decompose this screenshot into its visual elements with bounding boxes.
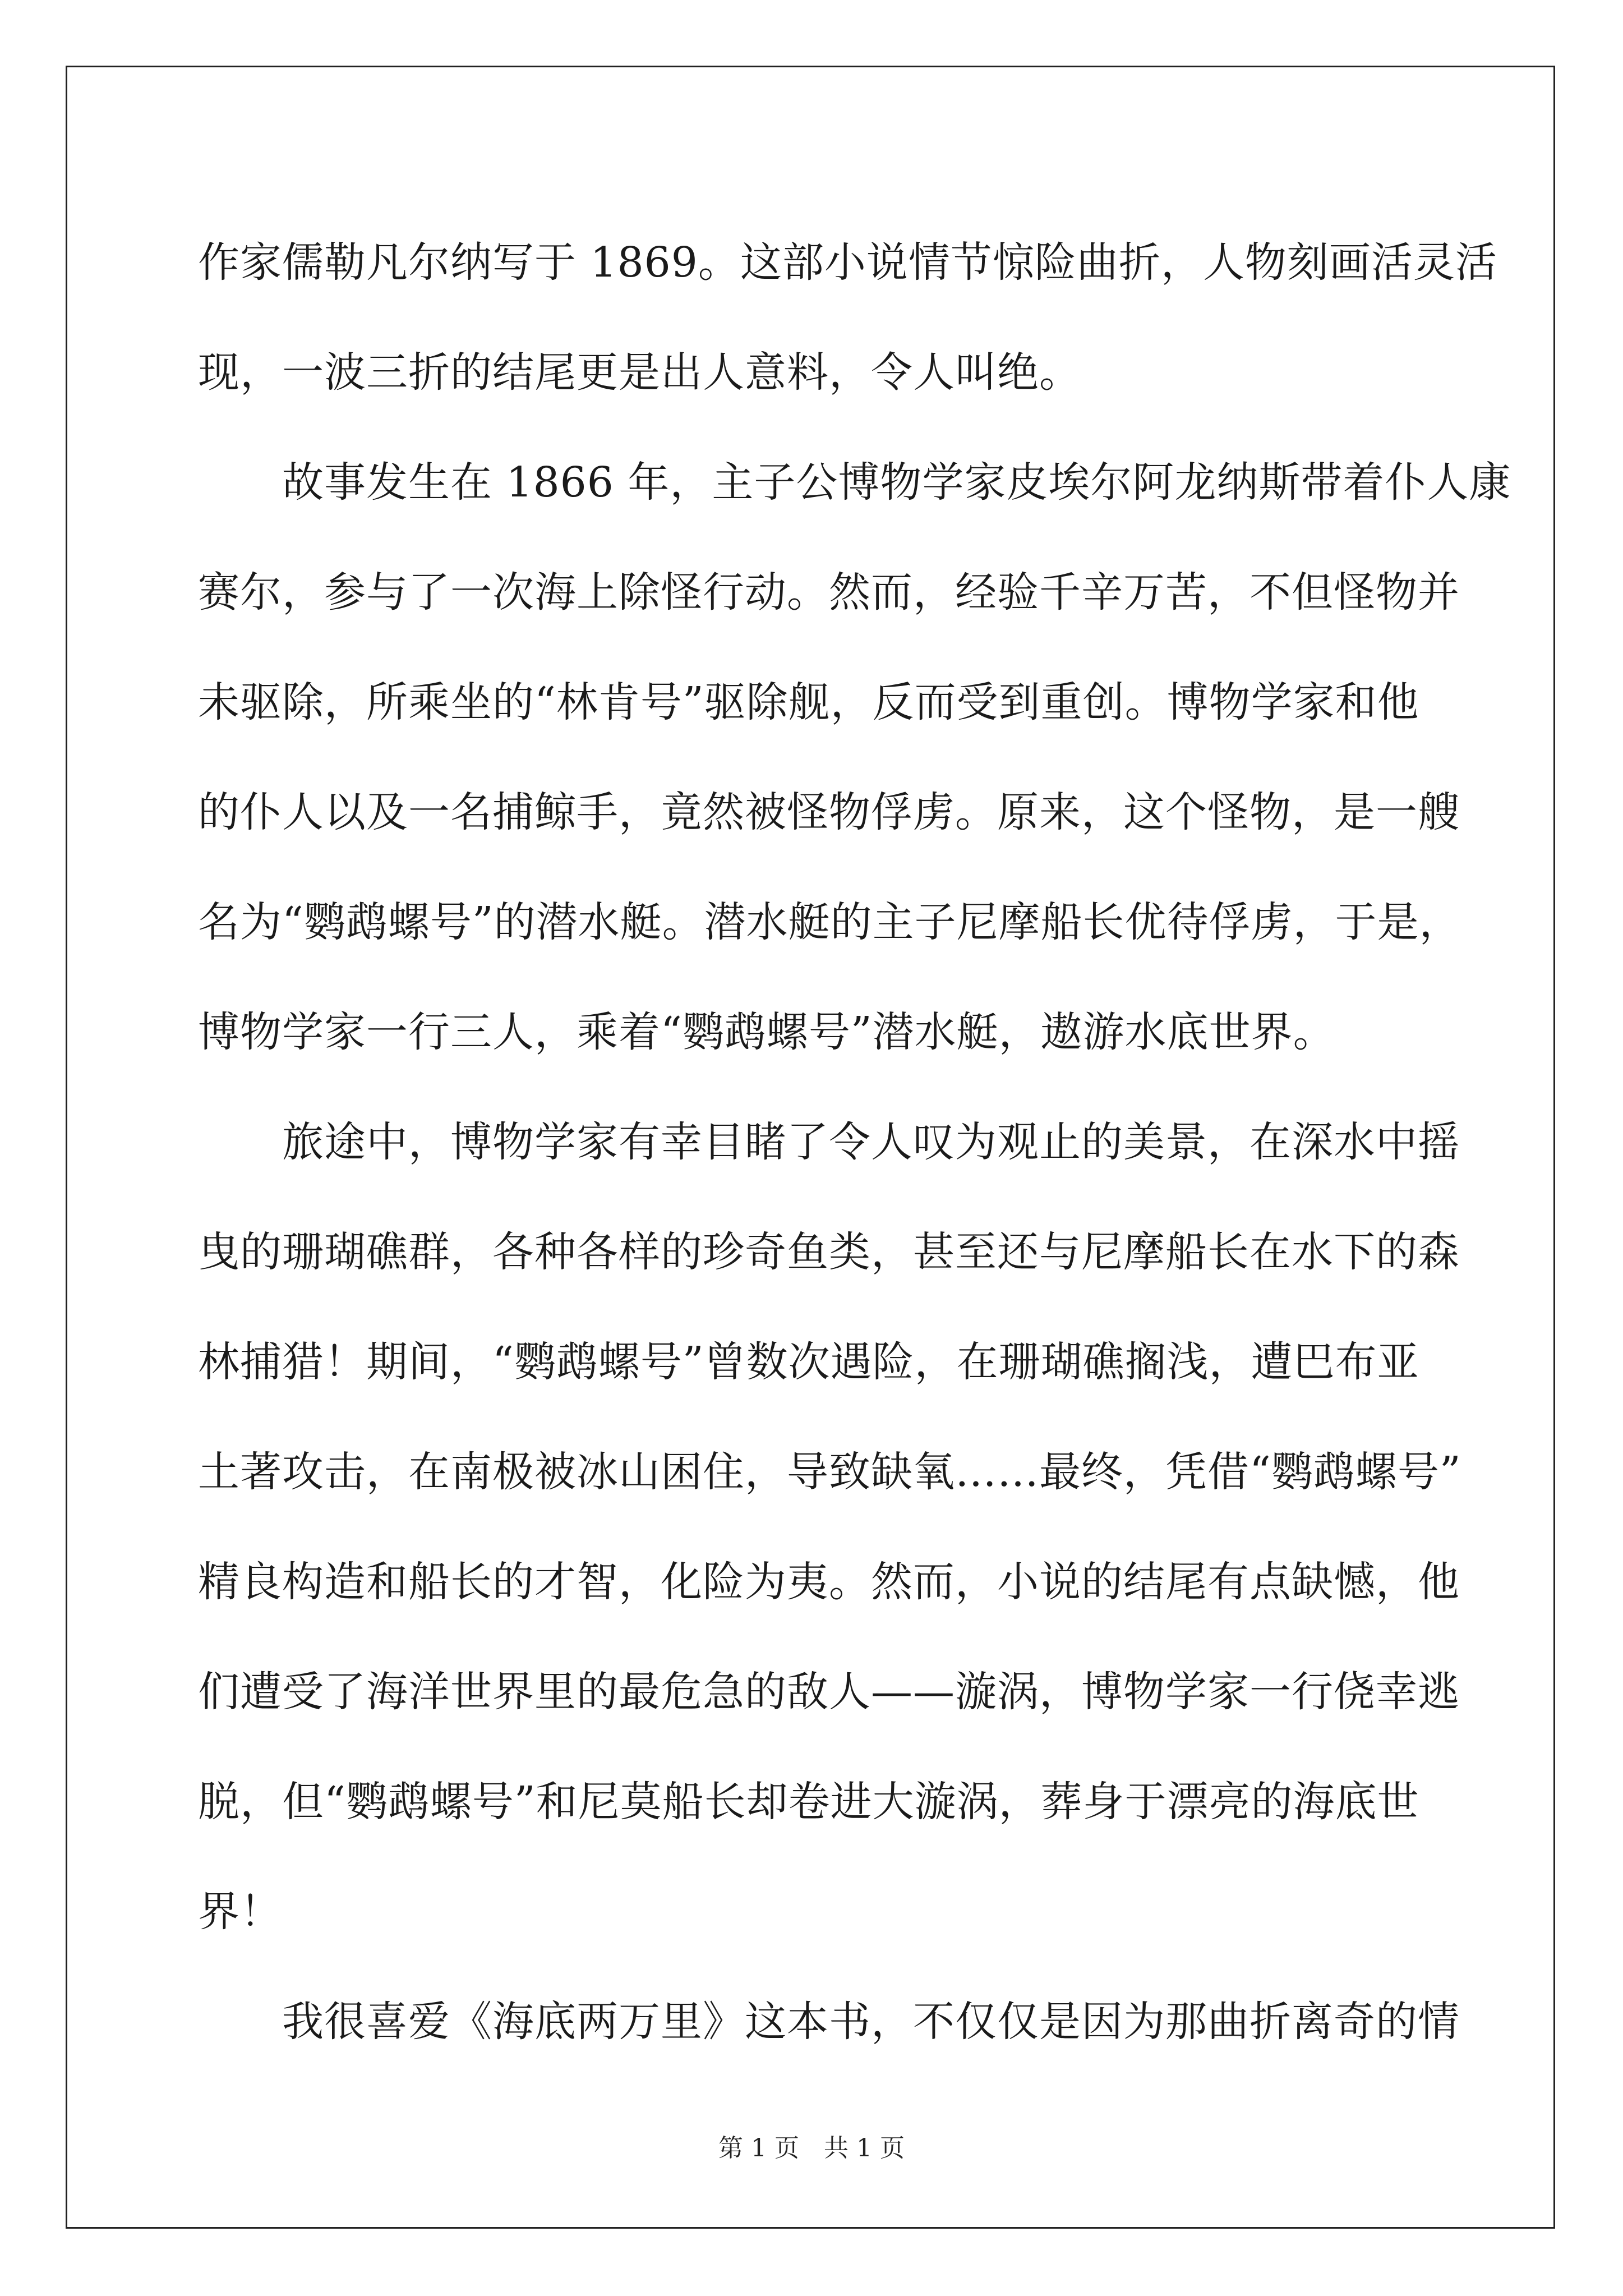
page-number-label: 第 1 页 共 1 页: [718, 2134, 905, 2162]
text-line: 界！: [198, 1888, 282, 1936]
text-line: 精良构造和船长的才智，化险为夷。然而，小说的结尾有点缺憾，他: [198, 1558, 1460, 1606]
text-line: 故事发生在 1866 年，主子公博物学家皮埃尔阿龙纳斯带着仆人康: [198, 458, 1511, 507]
text-line: 的仆人以及一名捕鲸手，竟然被怪物俘虏。原来，这个怪物，是一艘: [198, 788, 1460, 836]
text-line: 旅途中，博物学家有幸目睹了令人叹为观止的美景，在深水中摇: [198, 1118, 1460, 1166]
text-line: 曳的珊瑚礁群，各种各样的珍奇鱼类，甚至还与尼摩船长在水下的森: [198, 1228, 1460, 1276]
text-line: 未驱除，所乘坐的“林肯号”驱除舰，反而受到重创。博物学家和他: [198, 678, 1419, 726]
text-line: 博物学家一行三人，乘着“鹦鹉螺号”潜水艇，遨游水底世界。: [198, 1008, 1335, 1056]
page-footer: [0, 2132, 1623, 2165]
text-line: 土著攻击，在南极被冰山困住，导致缺氧……最终，凭借“鹦鹉螺号”: [198, 1448, 1461, 1496]
text-line: 作家儒勒凡尔纳写于 1869。这部小说情节惊险曲折，人物刻画活灵活: [198, 238, 1497, 287]
text-line: 现，一波三折的结尾更是出人意料，令人叫绝。: [198, 348, 1081, 397]
text-line: 们遭受了海洋世界里的最危急的敌人——漩涡，博物学家一行侥幸逃: [198, 1668, 1460, 1716]
text-line: 赛尔，参与了一次海上除怪行动。然而，经验千辛万苦，不但怪物并: [198, 568, 1460, 616]
body-text: [198, 208, 1511, 2077]
text-line: 林捕猎！期间，“鹦鹉螺号”曾数次遇险，在珊瑚礁搁浅，遭巴布亚: [198, 1338, 1419, 1386]
text-line: 脱，但“鹦鹉螺号”和尼莫船长却卷进大漩涡，葬身于漂亮的海底世: [198, 1778, 1419, 1826]
text-line: 名为“鹦鹉螺号”的潜水艇。潜水艇的主子尼摩船长优待俘虏，于是，: [198, 898, 1461, 946]
text-line: 我很喜爱《海底两万里》这本书，不仅仅是因为那曲折离奇的情: [198, 1998, 1460, 2046]
